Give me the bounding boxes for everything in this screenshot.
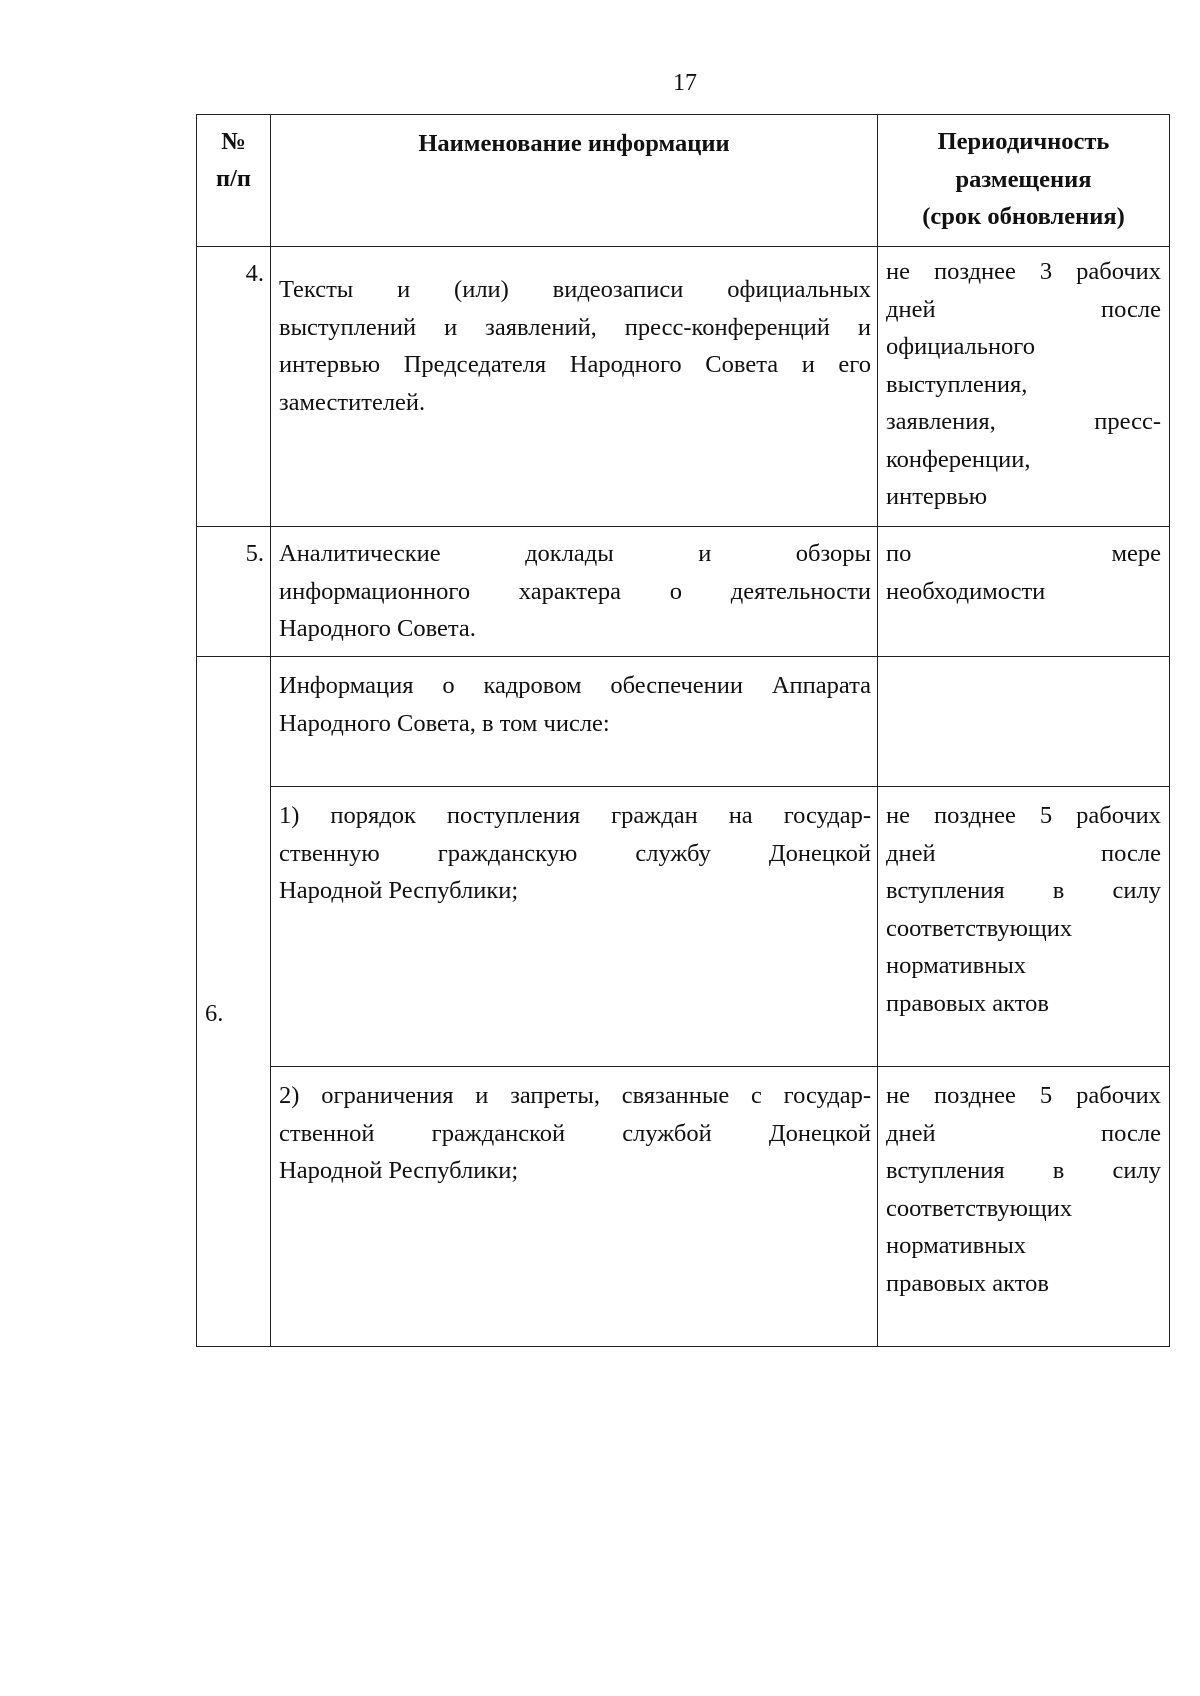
text-line: интервью Председателя Народного Совета и его (279, 351, 871, 378)
text-line: нормативных (886, 952, 1027, 979)
text-line: дней после (886, 1119, 1161, 1147)
text-line: заместителей. (279, 388, 426, 416)
header-period-line: размещения (955, 165, 1092, 193)
header-period (878, 115, 1170, 247)
row-period (878, 247, 1170, 527)
header-number-line: п/п (215, 165, 252, 192)
row-period (878, 527, 1170, 657)
table-row (197, 527, 1170, 657)
row-number: 5. (197, 527, 271, 657)
text-line: ственной гражданской службой Донецкой (279, 1119, 871, 1147)
row-number: 4. (197, 247, 271, 527)
text-line: нормативных (886, 1232, 1027, 1259)
text-line: вступления в силу (886, 1157, 1161, 1184)
row-number-text: 6. (205, 999, 224, 1027)
text-line: Народной Республики; (279, 877, 519, 904)
text-line: дней после (886, 295, 1161, 323)
text-line: конференции, (886, 445, 1031, 473)
row-name (271, 527, 878, 657)
text-line: вступления в силу (886, 877, 1161, 904)
subrow-period (878, 1067, 1170, 1347)
text-line: Народного Совета. (279, 615, 476, 642)
text-line: по мере (886, 540, 1161, 567)
table-subrow (197, 787, 1170, 1067)
text-line: не позднее 3 рабочих (886, 258, 1161, 285)
text-line: соответствующих (886, 914, 1073, 942)
text-line: дней после (886, 839, 1161, 867)
text-line: выступления, (886, 370, 1028, 398)
page-number: 17 (673, 70, 697, 96)
table-header-row (197, 115, 1170, 247)
text-line: соответствующих (886, 1194, 1073, 1222)
text-line: 2) ограничения и запреты, связанные с государ- (279, 1082, 871, 1109)
text-line: информационного характера о деятельности (279, 577, 871, 605)
header-period-line: Периодичность (937, 128, 1110, 155)
text-line: заявления, пресс- (886, 408, 1161, 435)
text-line: Народной Республики; (279, 1157, 519, 1184)
text-line: Народного Совета, в том числе: (279, 709, 610, 737)
header-number-line: № (221, 128, 246, 155)
header-period-line: (срок обновления) (922, 203, 1125, 230)
table-row (197, 247, 1170, 527)
subrow-name (271, 1067, 878, 1347)
table-row (197, 657, 1170, 787)
text-line: не позднее 5 рабочих (886, 802, 1161, 829)
row-number (197, 657, 271, 1347)
text-line: официального (886, 333, 1035, 360)
text-line: не позднее 5 рабочих (886, 1082, 1161, 1109)
row-period-empty (878, 657, 1170, 787)
text-line: интервью (886, 483, 988, 510)
text-line: Информация о кадровом обеспечении Аппарата (279, 672, 871, 699)
text-line: Тексты и (или) видеозаписи официальных (279, 276, 871, 303)
text-line: необходимости (886, 577, 1046, 605)
row-name (271, 247, 878, 527)
header-name: Наименование информации (271, 115, 878, 247)
subrow-period (878, 787, 1170, 1067)
table-subrow (197, 1067, 1170, 1347)
subrow-name (271, 787, 878, 1067)
row-name (271, 657, 878, 787)
text-line: ственную гражданскую службу Донецкой (279, 839, 871, 867)
header-number (197, 115, 271, 247)
text-line: Аналитические доклады и обзоры (279, 540, 871, 567)
text-line: правовых актов (886, 989, 1049, 1017)
text-line: выступлений и заявлений, пресс-конференций и (279, 313, 871, 341)
information-table (196, 114, 1170, 1347)
text-line: 1) порядок поступления граждан на государ- (279, 802, 871, 829)
text-line: правовых актов (886, 1269, 1049, 1297)
